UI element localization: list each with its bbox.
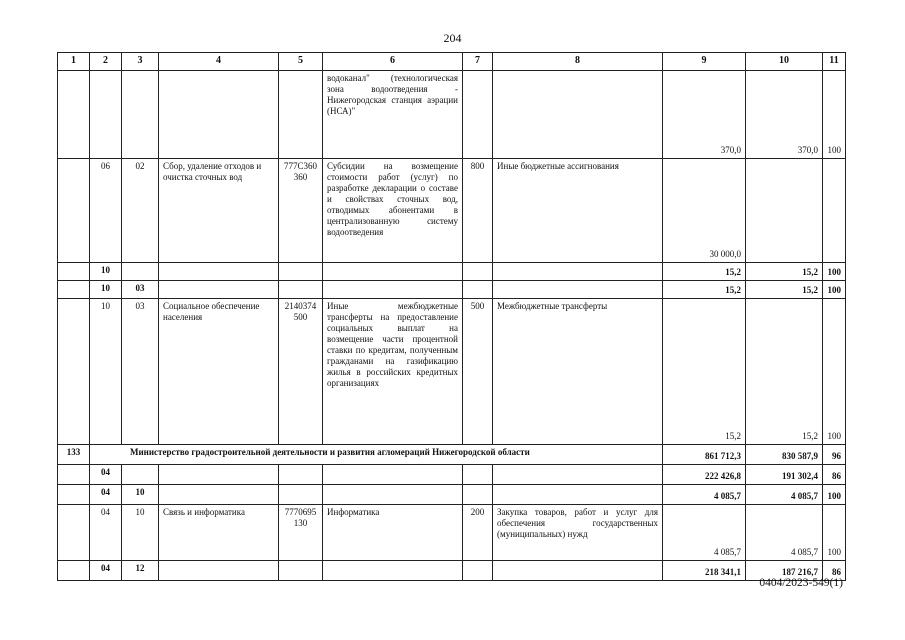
cell-col11: 100 [823, 71, 846, 159]
cell-col10: 15,2 [746, 281, 823, 299]
cell-col8 [493, 281, 663, 299]
cell-col7 [463, 561, 493, 581]
cell-col2: 04 [90, 561, 122, 581]
cell-col4 [159, 281, 279, 299]
cell-col10: 4 085,7 [746, 485, 823, 505]
cell-col1 [58, 159, 90, 263]
cell-col1 [58, 71, 90, 159]
cell-col8: Межбюджетные трансферты [493, 299, 663, 445]
cell-col8: Иные бюджетные ассигнования [493, 159, 663, 263]
cell-col8 [493, 263, 663, 281]
cell-col5 [279, 71, 323, 159]
header-cell: 5 [279, 53, 323, 71]
cell-col8 [493, 485, 663, 505]
cell-col10: 15,2 [746, 263, 823, 281]
table-row [58, 263, 846, 281]
cell-col1 [58, 281, 90, 299]
header-cell: 6 [323, 53, 463, 71]
cell-col1 [58, 505, 90, 561]
cell-col1 [58, 263, 90, 281]
cell-col2: 10 [90, 281, 122, 299]
cell-col1 [58, 465, 90, 485]
cell-col2: 10 [90, 299, 122, 445]
cell-col11: 96 [823, 445, 846, 465]
table-row [58, 485, 846, 505]
cell-col9: 15,2 [663, 299, 746, 445]
cell-col7 [463, 485, 493, 505]
cell-col9: 4 085,7 [663, 485, 746, 505]
table-row [58, 561, 846, 581]
cell-col8 [493, 71, 663, 159]
cell-col11: 100 [823, 485, 846, 505]
cell-col3: 10 [122, 485, 159, 505]
header-cell: 7 [463, 53, 493, 71]
cell-col1: 133 [58, 445, 90, 465]
header-cell: 1 [58, 53, 90, 71]
cell-col8 [493, 561, 663, 581]
table-row [58, 281, 846, 299]
table-row-ministry [58, 445, 846, 465]
cell-col9: 15,2 [663, 263, 746, 281]
cell-col3 [122, 71, 159, 159]
cell-col6 [323, 281, 463, 299]
cell-col4 [159, 71, 279, 159]
cell-col10: 4 085,7 [746, 505, 823, 561]
cell-col3 [122, 263, 159, 281]
cell-col9: 15,2 [663, 281, 746, 299]
cell-col9: 370,0 [663, 71, 746, 159]
cell-col6: водоканал" (технологическая зона водоотведения - Нижегородская станция аэрации (НСА)" [323, 71, 463, 159]
cell-col6 [323, 561, 463, 581]
cell-col7: 500 [463, 299, 493, 445]
cell-col1 [58, 561, 90, 581]
cell-col1 [58, 299, 90, 445]
cell-col3 [122, 465, 159, 485]
cell-col5 [279, 281, 323, 299]
cell-col10: 830 587,9 [746, 445, 823, 465]
cell-col4: Социальное обеспечение населения [159, 299, 279, 445]
budget-table [57, 52, 846, 581]
header-cell: 2 [90, 53, 122, 71]
cell-col8 [493, 465, 663, 485]
cell-col6: Информатика [323, 505, 463, 561]
cell-col1 [58, 485, 90, 505]
page-number: 204 [443, 31, 462, 45]
table-row [58, 505, 846, 561]
cell-col11: 86 [823, 465, 846, 485]
cell-col11 [823, 159, 846, 263]
cell-col5 [279, 263, 323, 281]
cell-col9: 861 712,3 [663, 445, 746, 465]
cell-col3: 10 [122, 505, 159, 561]
cell-col7 [463, 281, 493, 299]
cell-col4: Сбор, удаление отходов и очистка сточных вод [159, 159, 279, 263]
cell-col7 [463, 263, 493, 281]
cell-col3: 12 [122, 561, 159, 581]
table-row [58, 465, 846, 485]
cell-col11: 86 [823, 561, 846, 581]
cell-col3: 02 [122, 159, 159, 263]
cell-col3: 03 [122, 299, 159, 445]
cell-col10: 191 302,4 [746, 465, 823, 485]
header-cell: 11 [823, 53, 846, 71]
header-cell: 3 [122, 53, 159, 71]
cell-col5 [279, 485, 323, 505]
cell-col8: Закупка товаров, работ и услуг для обеспечения государственных (муниципальных) нужд [493, 505, 663, 561]
header-cell: 9 [663, 53, 746, 71]
cell-col4: Связь и информатика [159, 505, 279, 561]
cell-col9: 222 426,8 [663, 465, 746, 485]
cell-col11: 100 [823, 299, 846, 445]
cell-col10: 187 216,7 [746, 561, 823, 581]
cell-col9: 30 000,0 [663, 159, 746, 263]
cell-col2: 04 [90, 465, 122, 485]
cell-col2 [90, 71, 122, 159]
header-cell: 4 [159, 53, 279, 71]
cell-col2: 10 [90, 263, 122, 281]
cell-col4 [159, 561, 279, 581]
cell-col6 [323, 485, 463, 505]
cell-col5 [279, 561, 323, 581]
cell-col5: 777С360360 [279, 159, 323, 263]
cell-col7 [463, 465, 493, 485]
table-header-row [58, 53, 846, 71]
cell-col6 [323, 465, 463, 485]
cell-col7 [463, 71, 493, 159]
cell-col2: 06 [90, 159, 122, 263]
cell-col7: 200 [463, 505, 493, 561]
header-cell: 8 [493, 53, 663, 71]
cell-col6: Иные межбюджетные трансферты на предоставление социальных выплат на возмещение части процентной ставки по кредитам, полученным гражданами на газификацию жилья в российских кредитных организациях [323, 299, 463, 445]
cell-col6 [323, 263, 463, 281]
cell-col5: 2140374500 [279, 299, 323, 445]
cell-col4 [159, 465, 279, 485]
cell-col5: 7770695130 [279, 505, 323, 561]
cell-col10 [746, 159, 823, 263]
cell-col9: 4 085,7 [663, 505, 746, 561]
cell-col11: 100 [823, 281, 846, 299]
cell-col3: 03 [122, 281, 159, 299]
ministry-name: Министерство градостроительной деятельности и развития агломераций Нижегородской области [90, 445, 663, 465]
table-row [58, 71, 846, 159]
cell-col5 [279, 465, 323, 485]
cell-col9: 218 341,1 [663, 561, 746, 581]
cell-col4 [159, 485, 279, 505]
cell-col10: 370,0 [746, 71, 823, 159]
cell-col11: 100 [823, 263, 846, 281]
cell-col4 [159, 263, 279, 281]
document-code: 0404/2023-549(1) [759, 577, 843, 589]
cell-col10: 15,2 [746, 299, 823, 445]
cell-col2: 04 [90, 485, 122, 505]
table-row [58, 299, 846, 445]
cell-col11: 100 [823, 505, 846, 561]
table-row [58, 159, 846, 263]
cell-col7: 800 [463, 159, 493, 263]
header-cell: 10 [746, 53, 823, 71]
cell-col6: Субсидии на возмещение стоимости работ (услуг) по разработке декларации о составе и свойствах сточных вод, отводимых абонентами в централизованную систему водоотведения [323, 159, 463, 263]
cell-col2: 04 [90, 505, 122, 561]
